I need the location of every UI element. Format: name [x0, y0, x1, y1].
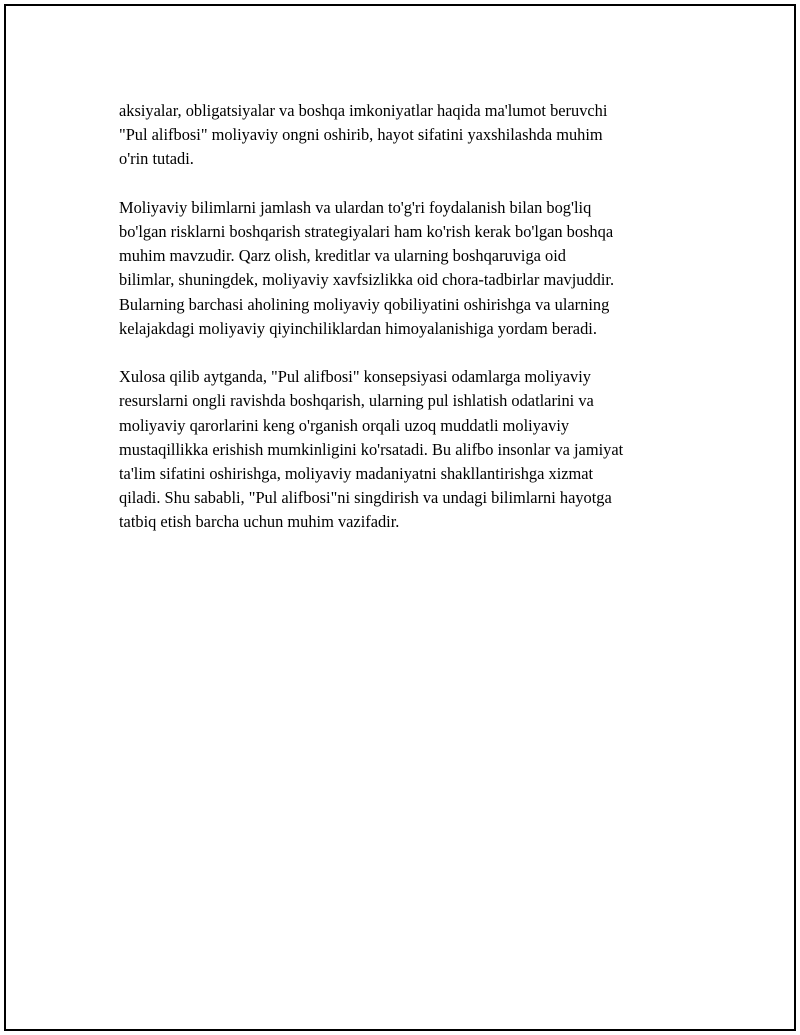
paragraph-line: "Pul alifbosi" moliyaviy ongni oshirib, hayot sifatini yaxshilashda muhim	[119, 125, 603, 145]
page-frame	[4, 4, 796, 1031]
paragraph-line: tatbiq etish barcha uchun muhim vazifadir.	[119, 512, 400, 532]
paragraph-line: ta'lim sifatini oshirishga, moliyaviy madaniyatni shakllantirishga xizmat	[119, 464, 594, 484]
paragraph-line: o'rin tutadi.	[119, 149, 194, 169]
paragraph-line: muhim mavzudir. Qarz olish, kreditlar va ularning boshqaruviga oid	[119, 246, 566, 266]
paragraph-line: qiladi. Shu sababli, "Pul alifbosi"ni singdirish va undagi bilimlarni hayotga	[119, 488, 612, 508]
paragraph-2	[119, 196, 719, 341]
paragraph-line: moliyaviy qarorlarini keng o'rganish orqali uzoq muddatli moliyaviy	[119, 415, 570, 435]
paragraph-3	[119, 365, 719, 534]
paragraph-line: mustaqillikka erishish mumkinligini ko'rsatadi. Bu alifbo insonlar va jamiyat	[119, 439, 624, 459]
paragraph-line: bilimlar, shuningdek, moliyaviy xavfsizlikka oid chora-tadbirlar mavjuddir.	[119, 270, 615, 290]
paragraph-1	[119, 99, 719, 172]
paragraph-line: Moliyaviy bilimlarni jamlash va ulardan to'g'ri foydalanish bilan bog'liq	[119, 197, 592, 217]
paragraph-line: aksiyalar, obligatsiyalar va boshqa imkoniyatlar haqida ma'lumot beruvchi	[119, 101, 608, 120]
paragraph-line: Xulosa qilib aytganda, "Pul alifbosi" konsepsiyasi odamlarga moliyaviy	[119, 367, 591, 387]
paragraph-line: resurslarni ongli ravishda boshqarish, ularning pul ishlatish odatlarini va	[119, 391, 594, 411]
paragraph-line: Bularning barchasi aholining moliyaviy qobiliyatini oshirishga va ularning	[119, 294, 610, 314]
paragraph-line: bo'lgan risklarni boshqarish strategiyalari ham ko'rish kerak bo'lgan boshqa	[119, 222, 614, 241]
document-body	[119, 99, 719, 559]
paragraph-line: kelajakdagi moliyaviy qiyinchiliklardan himoyalanishiga yordam beradi.	[119, 318, 597, 338]
